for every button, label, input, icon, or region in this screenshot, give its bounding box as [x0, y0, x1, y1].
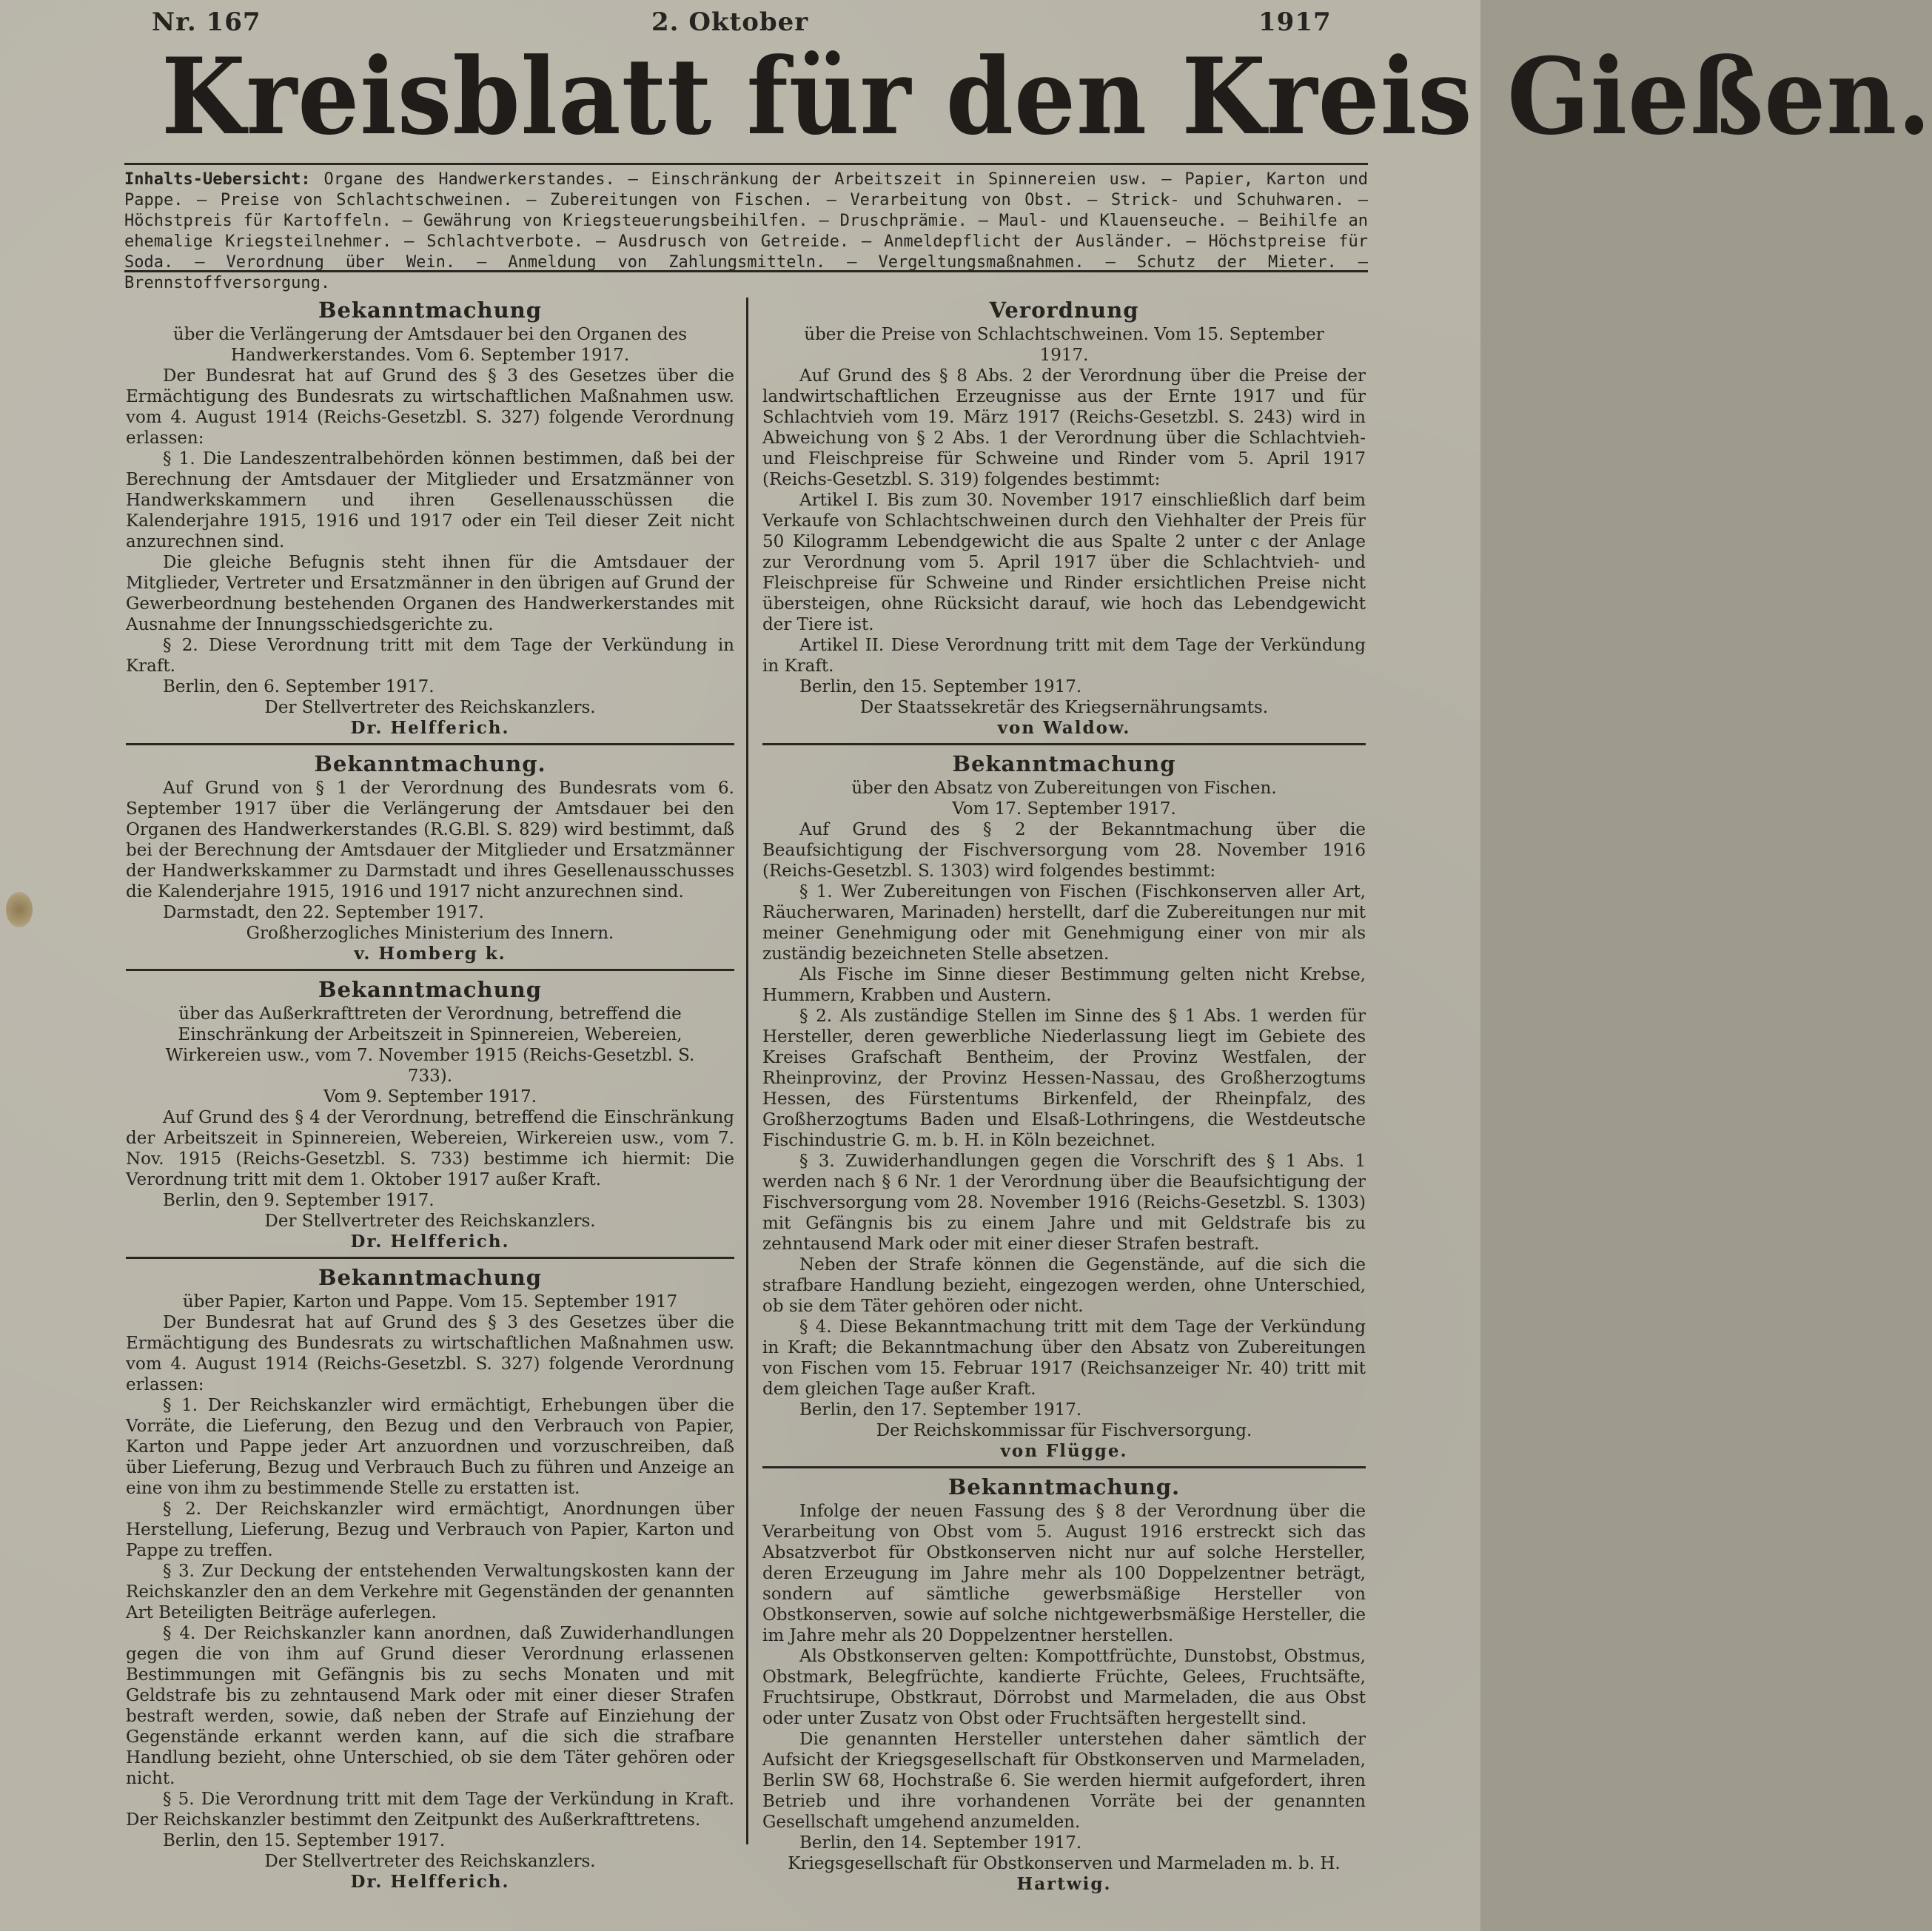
notice-paragraph: Als Fische im Sinne dieser Bestimmung gelten nicht Krebse, Hummern, Krabben und Austern. [762, 965, 1366, 1005]
notice-paragraph: § 1. Wer Zubereitungen von Fischen (Fischkonserven aller Art, Räucherwaren, Marinaden) herstellt, darf die Zubereitungen nur mit meiner Genehmigung oder mit Genehmigung einer von mir als zuständig bezeichneten Stelle absetzen. [762, 882, 1366, 964]
section-rule [762, 1466, 1366, 1468]
notice-signatory-role: Kriegsgesellschaft für Obstkonserven und Marmeladen m. b. H. [788, 1854, 1341, 1873]
notice-paragraph: Artikel I. Bis zum 30. November 1917 einschließlich darf beim Verkaufe von Schlachtschweinen durch den Viehhalter der Preis für 50 Kilogramm Lebendgewicht die aus Spalte 2 unter c der Anlage zur Verordnung vom 5. April 1917 über die Schlachtvieh- und Fleischpreise für Schweine und Rinder ersichtlichen Preise nicht übersteigen, ohne Rücksicht darauf, wie hoch das Lebendgewicht der Tiere ist. [762, 491, 1366, 634]
notice-arbeitszeit [126, 977, 734, 1252]
section-rule [762, 743, 1366, 745]
notice-darmstadt [126, 751, 734, 964]
notice-subtitle: über die Verlängerung der Amtsdauer bei den Organen des Handwerkerstandes. Vom 6. September 1917. [172, 325, 688, 365]
notice-signatory-name: Dr. Helfferich. [350, 1872, 510, 1892]
contents-text: Organe des Handwerkerstandes. — Einschränkung der Arbeitszeit in Spinnereien usw. — Papier, Karton und Pappe. — Preise von Schlachtschweinen. — Zubereitungen von Fischen. — Verarbeitung von Obst. — Strick- und Schuhwaren. — Höchstpreis für Kartoffeln. — Gewährung von Kriegsteuerungsbeihilfen. — Druschprämie. — Maul- und Klauenseuche. — Beihilfe an ehemalige Kriegsteilnehmer. — Schlachtverbote. — Ausdrusch von Getreide. — Anmeldepflicht der Ausländer. — Höchstpreise für Soda. — Verordnung über Wein. — Anmeldung von Zahlungsmitteln. — Vergeltungsmaßnahmen. — Schutz der Mieter. — Brennstoffversorgung. [124, 170, 1368, 292]
notice-heading: Verordnung [989, 298, 1139, 323]
section-rule [126, 1257, 734, 1259]
issue-date: 2. Oktober [651, 7, 809, 37]
issue-year: 1917 [1258, 7, 1332, 37]
section-rule [126, 969, 734, 971]
notice-place-date: Berlin, den 17. September 1917. [799, 1400, 1082, 1420]
notice-fische [762, 751, 1366, 1462]
notice-signatory-role: Großherzogliches Ministerium des Innern. [246, 924, 614, 943]
right-column [762, 296, 1366, 1909]
notice-paragraph: § 2. Der Reichskanzler wird ermächtigt, Anordnungen über Herstellung, Lieferung, Bezug und Verbrauch von Papier, Karton und Pappe zu treffen. [126, 1500, 734, 1560]
masthead-title: Kreisblatt für den Kreis Gießen. [161, 36, 1932, 158]
left-column [126, 296, 734, 1909]
notice-schlachtschweine [762, 298, 1366, 739]
notice-place-date: Berlin, den 6. September 1917. [163, 677, 435, 696]
notice-paragraph: § 5. Die Verordnung tritt mit dem Tage der Verkündung in Kraft. Der Reichskanzler bestimmt den Zeitpunkt des Außerkrafttretens. [126, 1790, 734, 1830]
notice-paragraph: § 4. Der Reichskanzler kann anordnen, daß Zuwiderhandlungen gegen die von ihm auf Grund dieser Verordnung erlassenen Bestimmungen mit Gefängnis bis zu sechs Monaten und mit Geldstrafe bis zu zehntausend Mark oder mit einer dieser Strafen bestraft werden, sowie, daß neben der Strafe auf Einziehung der Gegenstände erkannt werden kann, auf die sich die strafbare Handlung bezieht, ohne Unterschied, ob sie dem Täter gehören oder nicht. [126, 1624, 734, 1788]
notice-paragraph: § 1. Die Landeszentralbehörden können bestimmen, daß bei der Berechnung der Amtsdauer der Mitglieder und Ersatzmänner von Handwerkskammern und ihren Gesellenausschüssen die Kalenderjahre 1915, 1916 und 1917 oder ein Teil dieser Zeit nicht anzurechnen sind. [126, 449, 734, 551]
notice-heading: Bekanntmachung [952, 751, 1176, 776]
notice-place-date: Berlin, den 15. September 1917. [163, 1831, 446, 1850]
notice-date: Vom 9. September 1917. [323, 1087, 537, 1106]
notice-signatory-role: Der Stellvertreter des Reichskanzlers. [264, 698, 596, 717]
notice-signatory-name: Dr. Helfferich. [350, 1232, 510, 1252]
notice-signatory-name: von Flügge. [1000, 1441, 1128, 1461]
notice-paragraph: Der Bundesrat hat auf Grund des § 3 des Gesetzes über die Ermächtigung des Bundesrats zu wirtschaftlichen Maßnahmen usw. vom 4. August 1914 (Reichs-Gesetzbl. S. 327) folgende Verordnung erlassen: [126, 366, 734, 448]
notice-paragraph: § 4. Diese Bekanntmachung tritt mit dem Tage der Verkündung in Kraft; die Bekanntmachung über den Absatz von Zubereitungen von Fischen vom 15. Februar 1917 (Reichsanzeiger Nr. 40) tritt mit dem gleichen Tage außer Kraft. [762, 1317, 1366, 1399]
notice-heading: Bekanntmachung. [314, 751, 546, 776]
notice-subtitle: über den Absatz von Zubereitungen von Fischen. [851, 779, 1277, 798]
contents-lead: Inhalts-Uebersicht: [124, 170, 311, 189]
notice-paragraph: Artikel II. Diese Verordnung tritt mit dem Tage der Verkündung in Kraft. [762, 636, 1366, 676]
section-rule [126, 743, 734, 745]
notice-paragraph: Der Bundesrat hat auf Grund des § 3 des Gesetzes über die Ermächtigung des Bundesrats zu wirtschaftlichen Maßnahmen usw. vom 4. August 1914 (Reichs-Gesetzbl. S. 327) folgende Verordnung erlassen: [126, 1313, 734, 1394]
notice-subtitle: über Papier, Karton und Pappe. Vom 15. September 1917 [182, 1292, 678, 1312]
notice-paragraph: Die gleiche Befugnis steht ihnen für die Amtsdauer der Mitglieder, Vertreter und Ersatzmänner in den übrigen auf Grund der Gewerbeordnung bestehenden Organen des Handwerkerstandes mit Ausnahme der Innungsschiedsgerichte zu. [126, 553, 734, 634]
notice-papier [126, 1265, 734, 1893]
notice-paragraph: Auf Grund des § 8 Abs. 2 der Verordnung über die Preise der landwirtschaftlichen Erzeugnisse aus der Ernte 1917 und für Schlachtvieh vom 19. März 1917 (Reichs-Gesetzbl. S. 243) wird in Abweichung von § 2 Abs. 1 der Verordnung über die Schlachtvieh- und Fleischpreise für Schweine und Rinder vom 5. April 1917 (Reichs-Gesetzbl. S. 319) folgendes bestimmt: [762, 366, 1366, 489]
notice-date: Vom 17. September 1917. [952, 799, 1176, 819]
notice-paragraph: § 3. Zur Deckung der entstehenden Verwaltungskosten kann der Reichskanzler den an dem Verkehre mit Gegenständen der genannten Art Beteiligten Beiträge auferlegen. [126, 1562, 734, 1622]
notice-signatory-name: Dr. Helfferich. [350, 718, 510, 738]
notice-heading: Bekanntmachung [318, 1265, 543, 1290]
notice-paragraph: Auf Grund des § 4 der Verordnung, betreffend die Einschränkung der Arbeitszeit in Spinnereien, Webereien, Wirkereien usw., vom 7. Nov. 1915 (Reichs-Gesetzbl. S. 733) bestimme ich hiermit: Die Verordnung tritt mit dem 1. Oktober 1917 außer Kraft. [126, 1108, 734, 1189]
notice-paragraph: Die genannten Hersteller unterstehen daher sämtlich der Aufsicht der Kriegsgesellschaft für Obstkonserven und Marmeladen, Berlin SW 68, Hochstraße 6. Sie werden hiermit aufgefordert, ihren Betrieb und ihre vorhandenen Vorräte bei der genannten Gesellschaft umgehend anzumelden. [762, 1730, 1366, 1832]
notice-heading: Bekanntmachung [318, 298, 543, 323]
notice-signatory-role: Der Staatssekretär des Kriegsernährungsamts. [859, 698, 1269, 717]
notice-heading: Bekanntmachung [318, 977, 543, 1002]
notice-paragraph: Neben der Strafe können die Gegenstände, auf die sich die strafbare Handlung bezieht, eingezogen werden, ohne Unterschied, ob sie dem Täter gehören oder nicht. [762, 1255, 1366, 1316]
notice-place-date: Darmstadt, den 22. September 1917. [163, 903, 484, 922]
notice-paragraph: Infolge der neuen Fassung des § 8 der Verordnung über die Verarbeitung von Obst vom 5. August 1916 erstreckt sich das Absatzverbot für Obstkonserven nicht nur auf solche Hersteller, deren Erzeugung im Jahre mehr als 100 Doppelzentner beträgt, sondern auf sämtliche gewerbsmäßige Hersteller von Obstkonserven, sowie auf solche nichtgewerbsmäßige Hersteller, die im Jahre mehr als 20 Doppelzentner herstellen. [762, 1502, 1366, 1645]
paper-stain [6, 892, 33, 927]
notice-signatory-role: Der Stellvertreter des Reichskanzlers. [264, 1852, 596, 1871]
notice-signatory-name: v. Homberg k. [354, 944, 506, 964]
notice-subtitle: über die Preise von Schlachtschweinen. Vom 15. September 1917. [804, 325, 1324, 365]
notice-signatory-role: Der Stellvertreter des Reichskanzlers. [264, 1212, 596, 1231]
notice-paragraph: § 2. Diese Verordnung tritt mit dem Tage der Verkündung in Kraft. [126, 636, 734, 676]
notice-signatory-role: Der Reichskommissar für Fischversorgung. [876, 1421, 1252, 1440]
notice-paragraph: Auf Grund des § 2 der Bekanntmachung über die Beaufsichtigung der Fischversorgung vom 28. November 1916 (Reichs-Gesetzbl. S. 1303) wird folgendes bestimmt: [762, 820, 1366, 881]
notice-paragraph: § 1. Der Reichskanzler wird ermächtigt, Erhebungen über die Vorräte, die Lieferung, den Bezug und den Verbrauch von Papier, Karton und Pappe jeder Art anzuordnen und vorzuschreiben, daß über Lieferung, Bezug und Verbrauch Buch zu führen und Anzeige an eine von ihm zu bestimmende Stelle zu erstatten ist. [126, 1396, 734, 1498]
table-of-contents [124, 163, 1368, 292]
issue-number: Nr. 167 [152, 7, 261, 37]
notice-obstkonserven [762, 1474, 1366, 1895]
column-divider [746, 298, 748, 1844]
notice-signatory-name: von Waldow. [997, 718, 1131, 738]
notice-paragraph: § 3. Zuwiderhandlungen gegen die Vorschrift des § 1 Abs. 1 werden nach § 6 Nr. 1 der Verordnung über die Beaufsichtigung der Fischversorgung vom 28. November 1916 (Reichs-Gesetzbl. S. 1303) mit Gefängnis bis zu einem Jahre und mit Geldstrafe bis zu zehntausend Mark oder mit einer dieser Strafen bestraft. [762, 1152, 1366, 1254]
notice-amtsdauer [126, 298, 734, 739]
notice-paragraph: Als Obstkonserven gelten: Kompottfrüchte, Dunstobst, Obstmus, Obstmark, Belegfrüchte, kandierte Früchte, Gelees, Fruchtsäfte, Fruchtsirupe, Obstkraut, Dörrobst und Marmeladen, die aus Obst oder unter Zusatz von Obst oder Fruchtsäften hergestellt sind. [762, 1647, 1366, 1728]
notice-paragraph: Auf Grund von § 1 der Verordnung des Bundesrats vom 6. September 1917 über die Verlängerung der Amtsdauer bei den Organen des Handwerkerstandes (R.G.Bl. S. 829) wird bestimmt, daß bei der Berechnung der Amtsdauer der Mitglieder und Ersatzmänner der Handwerkskammer zu Darmstadt und ihres Gesellenausschusses die Kalenderjahre 1915, 1916 und 1917 nicht anzurechnen sind. [126, 779, 734, 901]
notice-place-date: Berlin, den 15. September 1917. [799, 677, 1082, 696]
notice-place-date: Berlin, den 14. September 1917. [799, 1833, 1082, 1853]
notice-place-date: Berlin, den 9. September 1917. [163, 1191, 435, 1210]
notice-subtitle: über das Außerkrafttreten der Verordnung, betreffend die Einschränkung der Arbeitszeit in Spinnereien, Webereien, Wirkereien usw., vom 7. November 1915 (Reichs-Gesetzbl. S. 733). [165, 1004, 695, 1086]
notice-signatory-name: Hartwig. [1016, 1874, 1112, 1894]
notice-heading: Bekanntmachung. [947, 1474, 1181, 1500]
notice-paragraph: § 2. Als zuständige Stellen im Sinne des § 1 Abs. 1 werden für Hersteller, deren gewerbliche Niederlassung liegt im Gebiete des Kreises Grafschaft Bentheim, der Provinz Westfalen, der Rheinprovinz, der Provinz Hessen-Nassau, des Großherzogtums Hessen, des Fürstentums Birkenfeld, der Rheinpfalz, des Großherzogtums Baden und Elsaß-Lothringens, die Westdeutsche Fischindustrie G. m. b. H. in Köln bezeichnet. [762, 1007, 1366, 1150]
